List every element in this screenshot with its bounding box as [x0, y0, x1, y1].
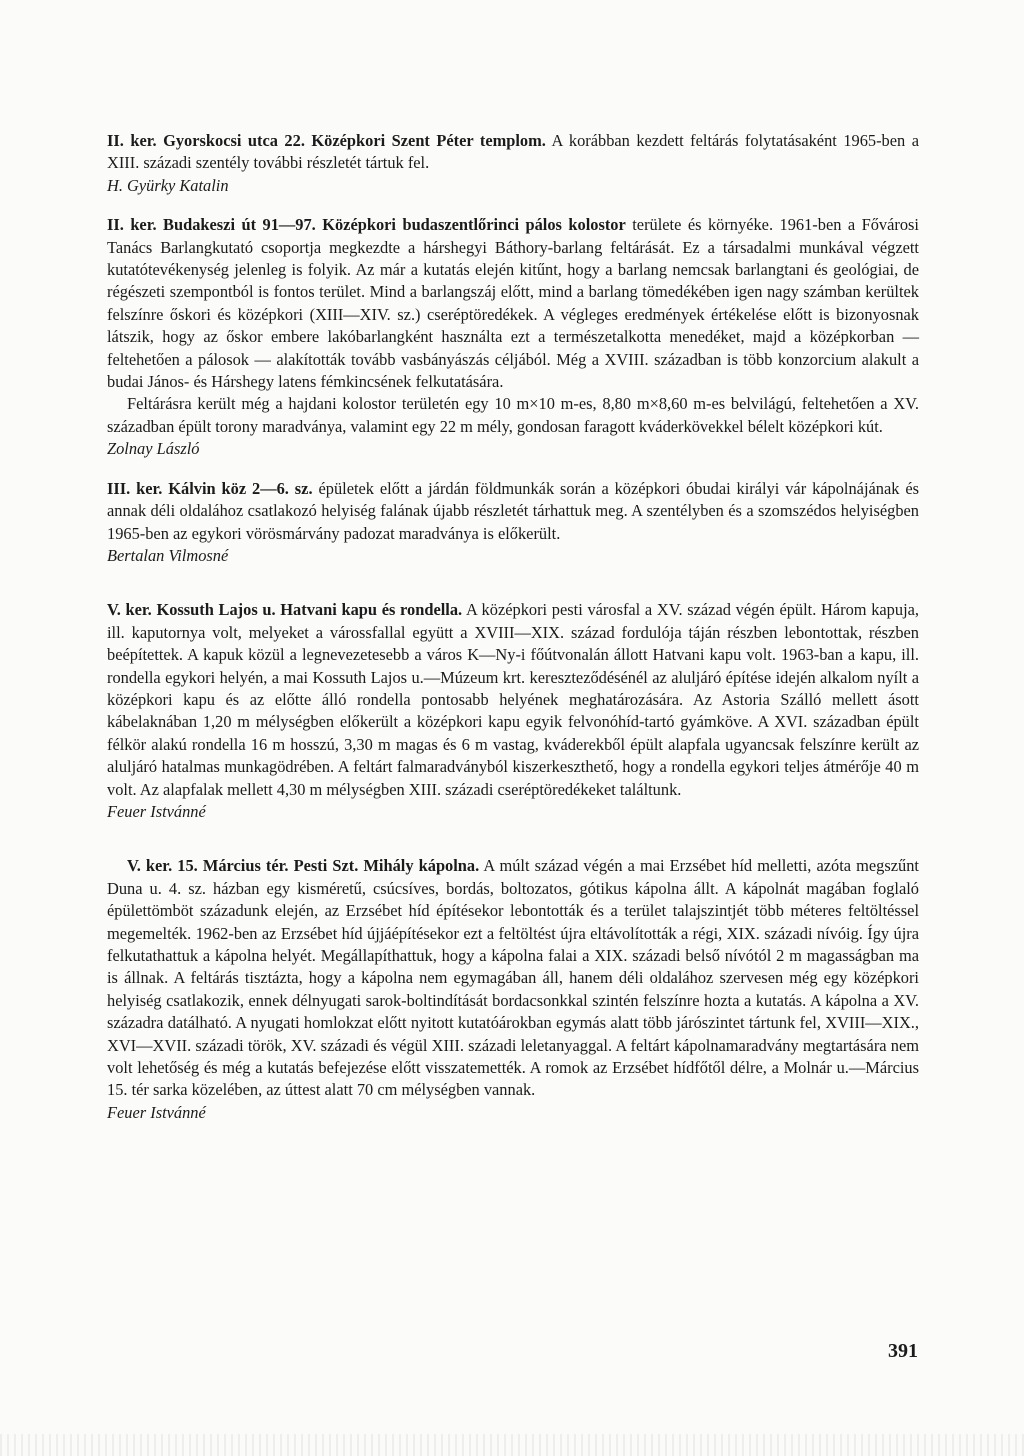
- page-number: 391: [888, 1340, 918, 1362]
- author-signature: H. Gyürky Katalin: [107, 175, 229, 195]
- entry-heading: II. ker. Gyorskocsi utca 22. Középkori Szent Péter templom.: [107, 131, 546, 150]
- entry-body: A középkori pesti városfal a XV. század végén épült. Három kapuja, ill. kaputornya volt, melyeket a várossfallal együtt a XVIII—XIX. század fordulója táján részben lebontottak, részben beépítettek. A kapuk közül a legnevezetesebb a város K—Ny-i főútvonalán állott Hatvani kapu volt. 1963-ban a kapu, ill. rondella egykori helyén, a mai Kossuth Lajos u.—Múzeum krt. kereszteződésénél az aluljáró építése idején alkalom nyílt a középkori kapu és az előtte álló rondella pontosabb helyének meghatározására. Az Astoria Szálló mellett ásott kábelaknában 1,20 m mélységben előkerült a középkori kapu egyik felvonóhíd-tartó gyámköve. A XVI. században épült félkör alakú rondella 16 m hosszú, 3,30 m magas és 6 m vastag, kváderekből épült alapfala ugyancsak felszínre került az aluljáró hatalmas munkagödrében. A feltárt falmaradványból kiszerkeszthető, hogy a rondella egykori teljes átmérője 40 m volt. Az alapfalak mellett 4,30 m mélységben XIII. századi cseréptöredékeket találtunk.: [107, 600, 919, 799]
- scan-edge-noise: [0, 1434, 1024, 1456]
- author-signature: Feuer Istvánné: [107, 1102, 206, 1122]
- entry-heading: II. ker. Budakeszi út 91—97. Középkori budaszentlőrinci pálos kolostor: [107, 215, 626, 235]
- entry-gyorskocsi-utca: [107, 130, 919, 197]
- entry-hatvani-kapu: [107, 599, 919, 823]
- entry-body: Feltárásra került még a hajdani kolostor területén egy 10 m×10 m-es, 8,80 m×8,60 m-es belvilágú, feltehetően a XV. században épült torony maradványa, valamint egy 22 m mély, gondosan faragott kváderkövekkel bélelt középkori kút.: [107, 394, 919, 436]
- entry-paragraph: [107, 130, 919, 175]
- entry-body: területe és környéke. 1961-ben a Fővárosi Tanács Barlangkutató csoportja megkezdte a hárshegyi Báthory-barlang feltárását. Ez a társadalmi munkával végzett kutatótevékenység jelenleg is folyik. Az már a kutatás elején kitűnt, hogy a barlang nemcsak barlangtani és geológiai, de régészeti szempontból is fontos terület. Mind a barlangszáj előtt, mind a barlang tömedékében igen nagy számban kerültek felszínre őskori és középkori (XIII—XIV. sz.) cseréptöredékek. A végleges eredmények értékelése előtt is bizonyosnak látszik, hogy az őskor embere lakóbarlangként használta ezt a természetalkotta menedéket, majd a középkorban — feltehetően a pálosok — alakították tovább vasbányászás céljából. Még a XVIII. században is több konzorcium alakult a budai János- és Hárshegy latens fémkincsének felkutatására.: [107, 215, 919, 392]
- author-signature: Feuer Istvánné: [107, 801, 206, 821]
- author-signature: Bertalan Vilmosné: [107, 545, 229, 565]
- text-column: [107, 130, 919, 1124]
- entry-paragraph: [107, 478, 919, 545]
- entry-budakeszi-ut: [107, 214, 919, 460]
- entry-szt-mihaly-kapolna: [107, 855, 919, 1124]
- entry-heading: III. ker. Kálvin köz 2—6. sz.: [107, 478, 313, 498]
- entry-paragraph: [107, 855, 919, 1101]
- entry-heading: V. ker. Kossuth Lajos u. Hatvani kapu és rondella.: [107, 600, 463, 620]
- entry-body: A múlt század végén a mai Erzsébet híd melletti, azóta megszűnt Duna u. 4. sz. házban egy kisméretű, csúcsíves, bordás, boltozatos, gótikus kápolna állt. A kápolnát magában foglaló épülettömböt századunk elején, az Erzsébet híd építésekor lebontották és a terület talajszintjét több méteres feltöltéssel megemelték. 1962-ben az Erzsébet híd újjáépítésekor ezt a feltöltést újra eltávolították a régi, XIX. századi nívóig. Így újra felkutathattuk a kápolna helyét. Megállapíthattuk, hogy a kápolna falai a XIX. századi belső nívótól 2 m magasságban ma is állnak. A feltárás tisztázta, hogy a kápolna nem egymagában áll, hanem déli oldalához szervesen még egy középkori helyiség csatlakozik, ennek délnyugati sarok-boltindítását bordacsonkkal szintén felszínre hozta a kutatás. A kápolna a XV. századra datálható. A nyugati homlokzat előtt nyitott kutatóárokban egymás alatt több járószintet tártunk fel, XVIII—XIX., XVI—XVII. századi török, XV. századi és végül XIII. századi leletanyaggal. A feltárt kápolnamaradvány megtartására nem volt lehetőség és még a kutatás befejezése előtt visszatemették. A romok az Erzsébet hídfőtől délre, a Molnár u.—Március 15. tér sarka közelében, az úttest alatt 70 cm mélységben vannak.: [107, 856, 919, 1100]
- author-signature: Zolnay László: [107, 439, 200, 459]
- entry-kalvin-koz: [107, 478, 919, 568]
- entry-body: A korábban kezdett feltárás folytatásaként 1965-ben a XIII. századi szentély további részletét tártuk fel.: [107, 131, 919, 173]
- entry-heading: V. ker. 15. Március tér. Pesti Szt. Mihály kápolna.: [127, 856, 480, 876]
- entry-paragraph: [107, 214, 919, 393]
- entry-paragraph: [107, 599, 919, 801]
- entry-body: épületek előtt a járdán földmunkák során a középkori óbudai királyi vár kápolnájának és annak déli oldalához csatlakozó helyiség falának újabb részletét tárhattuk meg. A szentélyben és a szomszédos helyiségben 1965-ben az egykori vörösmárvány padozat maradványa is előkerült.: [107, 478, 919, 543]
